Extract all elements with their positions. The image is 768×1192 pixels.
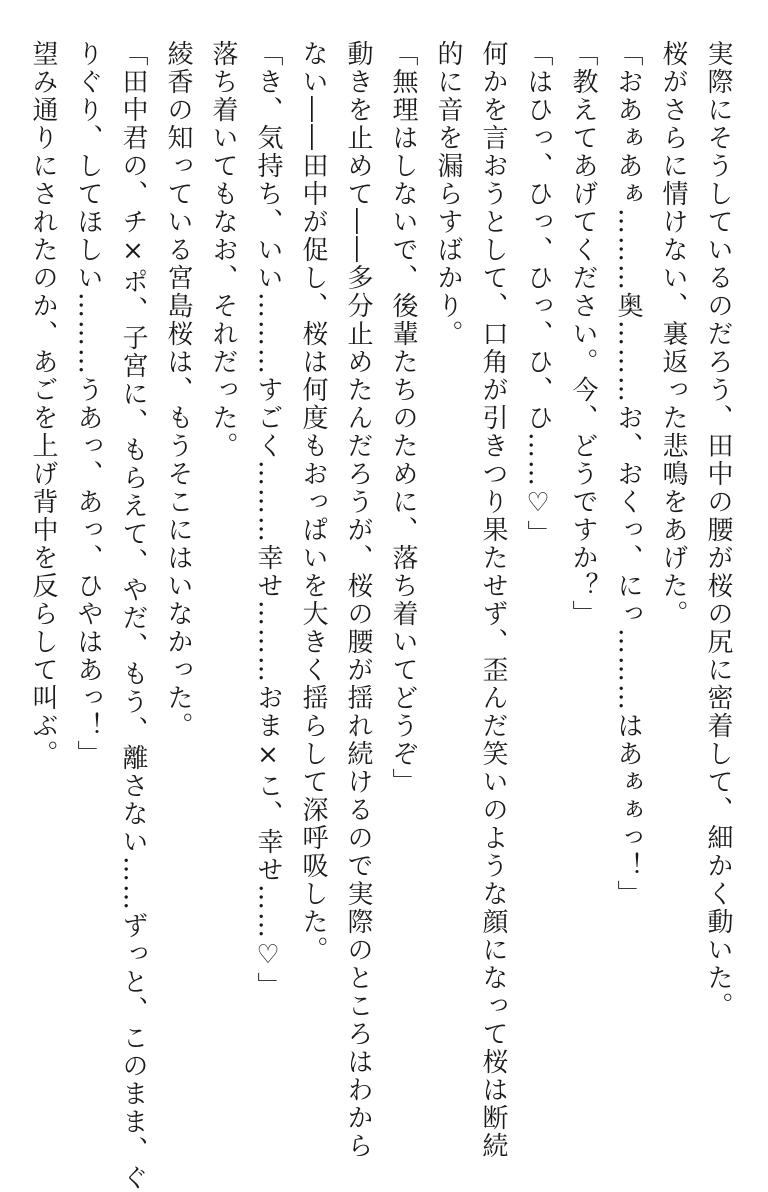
text-line: ない――田中が促し、桜は何度もおっぱいを大きく揺らして深呼吸した。 [298,40,328,964]
text-line: 的に音を漏らすばかり。 [433,40,463,348]
text-line: 動きを止めて――多分止めたんだろうが、桜の腰が揺れ続けるので実際のところはわから [343,40,373,1160]
text-line: 「教えてあげてください。今、どうですか？」 [568,40,598,628]
text-line: 「き、気持ち、いい………すごく………幸せ………おま×こ、幸せ……♡」 [253,40,283,1000]
text-line: 「おあぁあぁ………奥………お、おくっ、にっ………はあぁぁっ！」 [613,40,643,908]
text-line: 落ち着いてもなお、それだった。 [208,40,238,460]
text-line: 「はひっ、ひっ、ひっ、ひ、ひ……♡」 [523,40,553,548]
vertical-text-body [28,40,740,1192]
text-line: 「田中君の、チ×ポ、子宮に、もらえて、やだ、もう、離さない……ずっと、このまま、ぐ [118,40,148,1192]
text-line: 「無理はしないで、後輩たちのために、落ち着いてどうぞ」 [388,40,418,796]
text-line: 綾香の知っている宮島桜は、もうそこにはいなかった。 [163,40,193,740]
text-line: りぐり、してほしい………うあっ、あっ、ひやはあっ！」 [73,40,103,768]
text-line: 桜がさらに情けない、裏返った悲鳴をあげた。 [658,40,688,628]
text-line: 望み通りにされたのか、あごを上げ背中を反らして叫ぶ。 [28,40,58,768]
text-line: 何かを言おうとして、口角が引きつり果たせず、歪んだ笑いのような顔になって桜は断続 [478,40,508,1160]
text-line: 実際にそうしているのだろう、田中の腰が桜の尻に密着して、細かく動いた。 [703,40,733,1020]
